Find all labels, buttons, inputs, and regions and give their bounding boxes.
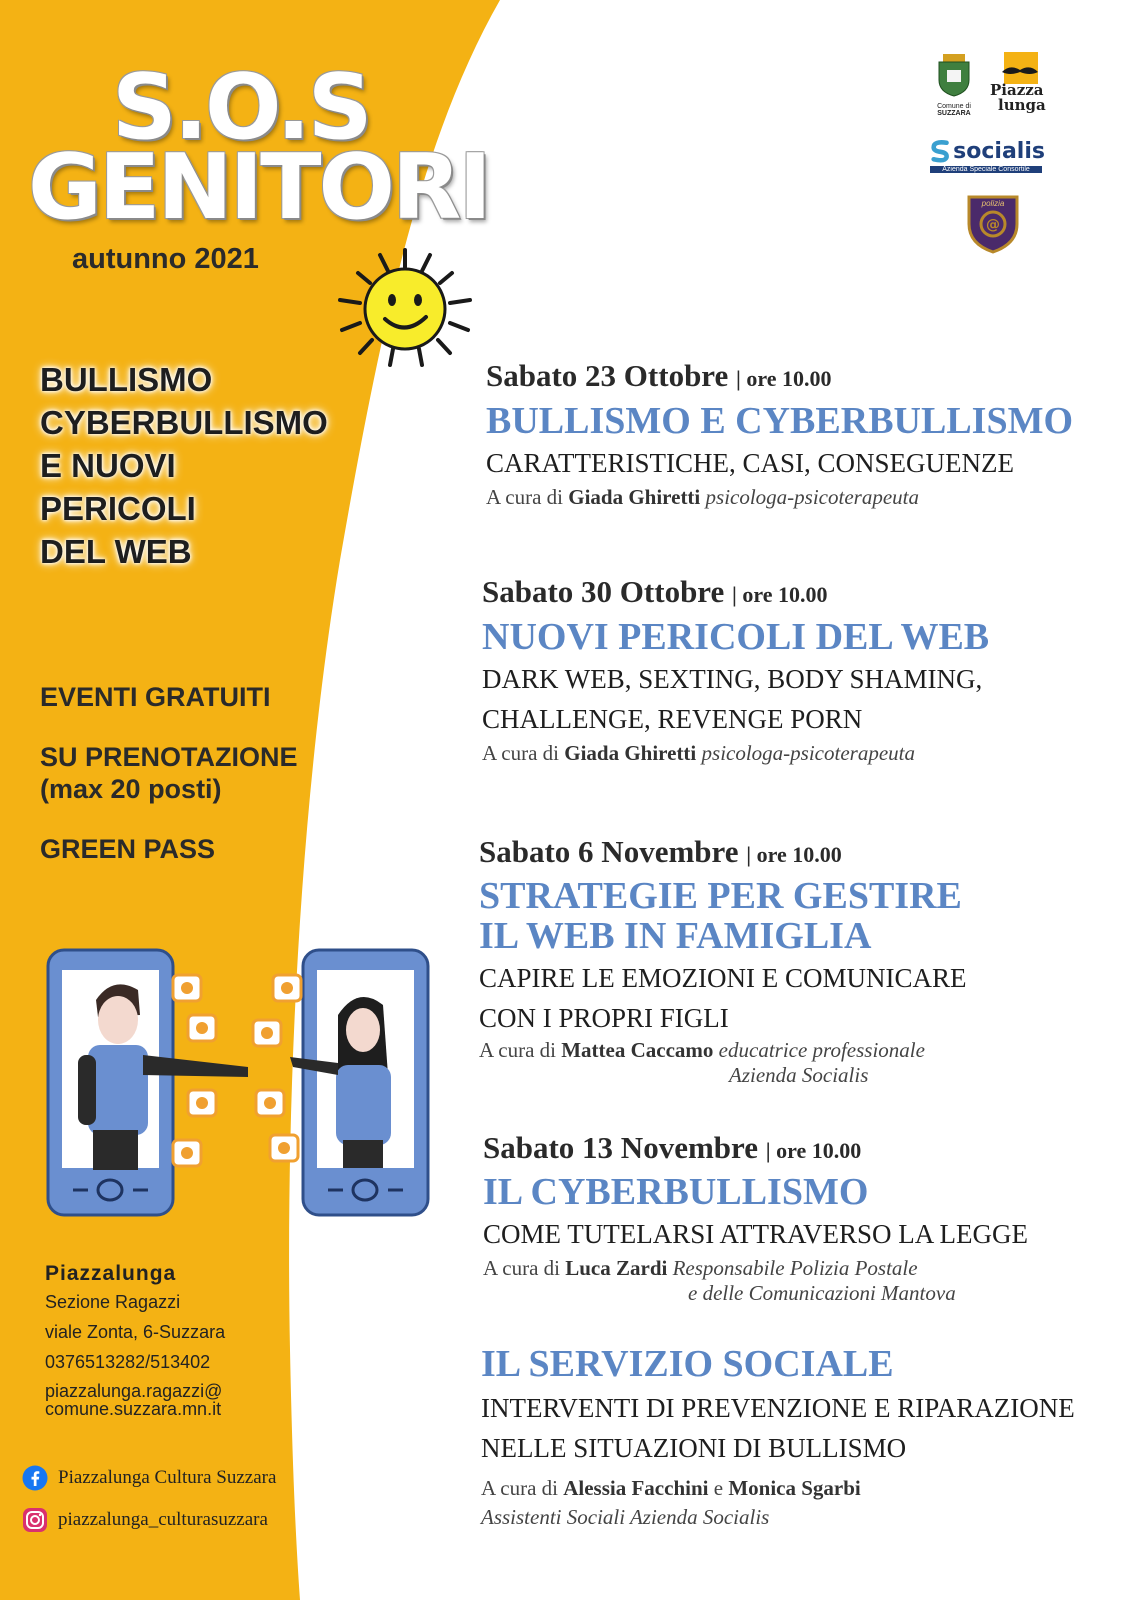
- event-speaker-name: Mattea Caccamo: [561, 1038, 714, 1062]
- event-subtitle: COME TUTELARSI ATTRAVERSO LA LEGGE: [483, 1219, 1029, 1249]
- event-speaker-role: Responsabile Polizia Postale: [672, 1256, 918, 1280]
- event-time: ore 10.00: [756, 842, 842, 867]
- event-title: BULLISMO E CYBERBULLISMO: [486, 400, 1074, 442]
- event-time-separator: |: [746, 842, 757, 867]
- logo-piazzalunga: [990, 52, 1048, 122]
- info-max-seats: (max 20 posti): [40, 774, 222, 804]
- event-date: Sabato 6 Novembre: [479, 834, 739, 869]
- facebook-label: Piazzalunga Cultura Suzzara: [58, 1467, 277, 1488]
- facebook-icon: [22, 1465, 48, 1491]
- event-subtitle: CON I PROPRI FIGLI: [479, 1003, 729, 1033]
- event-date-line: [482, 574, 989, 610]
- svg-text:@: @: [986, 217, 1000, 233]
- social-service-by-label: A cura di: [481, 1476, 558, 1500]
- event-date: Sabato 23 Ottobre: [486, 358, 729, 393]
- event-date-line: [486, 358, 1073, 394]
- coat-of-arms-icon: [935, 52, 973, 98]
- event-speaker-role: psicologa-psicoterapeuta: [701, 741, 915, 765]
- socialis-s-icon: [930, 138, 950, 164]
- sun-smiley-icon: [330, 245, 480, 370]
- event-by-label: A cura di: [486, 485, 563, 509]
- event-by-label: A cura di: [483, 1256, 560, 1280]
- event-speaker-role-2: [479, 1063, 966, 1088]
- event-time: ore 10.00: [742, 582, 828, 607]
- topic-item: CYBERBULLISMO: [40, 404, 328, 441]
- contact-name: Piazzalunga: [45, 1262, 177, 1285]
- social-service-role-line: [481, 1505, 1075, 1530]
- event-speaker-name: Giada Ghiretti: [564, 741, 697, 765]
- event-title: IL CYBERBULLISMO: [483, 1171, 869, 1213]
- event-date: Sabato 30 Ottobre: [482, 574, 725, 609]
- social-service-conjunction: e: [713, 1476, 724, 1500]
- event-date-line: [483, 1130, 1028, 1166]
- event-speaker-role-2: [483, 1281, 1028, 1306]
- facebook-link[interactable]: [22, 1465, 276, 1491]
- season-label: autunno 2021: [72, 243, 259, 275]
- event-by-label: A cura di: [479, 1038, 556, 1062]
- instagram-icon: [22, 1507, 48, 1533]
- mustache-icon: [1000, 64, 1040, 78]
- event-subtitle: DARK WEB, SEXTING, BODY SHAMING,: [482, 664, 983, 694]
- event-subtitle: CAPIRE LE EMOZIONI E COMUNICARE: [479, 963, 967, 993]
- event-speaker-org: Azienda Socialis: [729, 1063, 869, 1087]
- title-genitori: GENITORI: [28, 135, 489, 240]
- social-service-title: IL SERVIZIO SOCIALE: [481, 1343, 894, 1385]
- event-title: STRATEGIE PER GESTIRE: [479, 875, 962, 917]
- event-speaker-role: educatrice professionale: [718, 1038, 925, 1062]
- event-3: [479, 834, 966, 1088]
- event-time-separator: |: [765, 1138, 777, 1163]
- social-service-speakers: [481, 1476, 1075, 1501]
- polizia-label: polizia: [981, 199, 1005, 208]
- event-speaker: [479, 1038, 966, 1063]
- contact-email-line2: comune.suzzara.mn.it: [45, 1399, 222, 1419]
- comune-label-1: Comune di: [937, 103, 971, 110]
- event-4: [483, 1130, 1028, 1306]
- piazza-label: Piazza: [990, 81, 1044, 99]
- event-1: [486, 358, 1073, 510]
- event-time-separator: |: [732, 582, 743, 607]
- title-sos: S.O.S: [112, 55, 370, 160]
- event-speaker: [483, 1256, 1028, 1281]
- logo-polizia: [966, 194, 1020, 259]
- event-date-line: [479, 834, 966, 870]
- event-speaker-org: e delle Comunicazioni Mantova: [688, 1281, 956, 1305]
- event-date: Sabato 13 Novembre: [483, 1130, 758, 1165]
- event-time-separator: |: [736, 366, 747, 391]
- topic-item: E NUOVI: [40, 447, 176, 484]
- event-title: NUOVI PERICOLI DEL WEB: [482, 616, 990, 658]
- event-title: IL WEB IN FAMIGLIA: [479, 915, 872, 957]
- logo-socialis: [930, 138, 1045, 184]
- contact-phone: 0376513282/513402: [45, 1352, 211, 1372]
- contact-email-line1: piazzalunga.ragazzi@: [45, 1381, 223, 1401]
- event-speaker: [486, 485, 1073, 510]
- event-by-label: A cura di: [482, 741, 559, 765]
- event-subtitle: CARATTERISTICHE, CASI, CONSEGUENZE: [486, 448, 1015, 478]
- event-time: ore 10.00: [746, 366, 832, 391]
- topic-item: BULLISMO: [40, 361, 213, 398]
- topics-list: [40, 358, 328, 573]
- instagram-link[interactable]: [22, 1507, 268, 1533]
- topic-item: PERICOLI: [40, 490, 196, 527]
- event-2: [482, 574, 989, 766]
- lunga-label: lunga: [998, 96, 1046, 114]
- phones-illustration: [38, 945, 438, 1235]
- contact-email[interactable]: [45, 1382, 225, 1418]
- comune-label-2: SUZZARA: [937, 110, 971, 117]
- socialis-sub-label: Azienda Speciale Consortile: [930, 166, 1042, 173]
- topic-item: DEL WEB: [40, 533, 192, 570]
- social-service-subtitle: NELLE SITUAZIONI DI BULLISMO: [481, 1433, 907, 1463]
- event-speaker-name: Luca Zardi: [565, 1256, 668, 1280]
- social-service-subtitle: INTERVENTI DI PREVENZIONE E RIPARAZIONE: [481, 1393, 1075, 1423]
- info-free-events: EVENTI GRATUITI: [40, 682, 271, 712]
- contact-address: viale Zonta, 6-Suzzara: [45, 1322, 226, 1342]
- social-service-speaker-1: Alessia Facchini: [563, 1476, 709, 1500]
- contact-section: Sezione Ragazzi: [45, 1292, 181, 1312]
- logo-comune-suzzara: [930, 52, 978, 117]
- contact-block: [45, 1263, 225, 1418]
- event-speaker-name: Giada Ghiretti: [568, 485, 701, 509]
- event-speaker: [482, 741, 989, 766]
- social-service-block: [481, 1344, 1075, 1530]
- info-booking: SU PRENOTAZIONE: [40, 742, 298, 772]
- event-speaker-role: psicologa-psicoterapeuta: [705, 485, 919, 509]
- socialis-label: socialis: [953, 138, 1045, 164]
- social-service-speaker-2: Monica Sgarbi: [728, 1476, 861, 1500]
- info-green-pass: GREEN PASS: [40, 834, 216, 864]
- instagram-label: piazzalunga_culturasuzzara: [58, 1509, 268, 1530]
- event-time: ore 10.00: [776, 1138, 862, 1163]
- social-service-role: Assistenti Sociali Azienda Socialis: [481, 1505, 770, 1529]
- event-subtitle: CHALLENGE, REVENGE PORN: [482, 704, 863, 734]
